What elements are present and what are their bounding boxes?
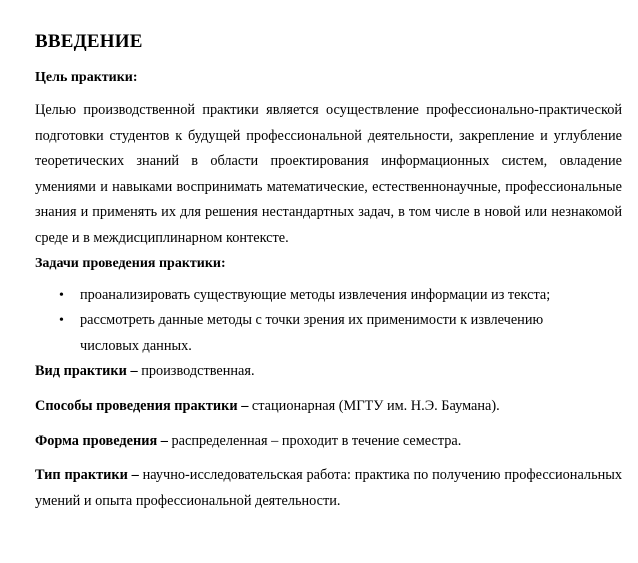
bullet-icon: •: [59, 287, 64, 303]
task-text: рассмотреть данные методы с точки зрения их применимости к извлечению числовых данных.: [80, 312, 544, 354]
goal-heading: Цель практики:: [35, 70, 138, 85]
practice-methods-value: стационарная (МГТУ им. Н.Э. Баумана).: [248, 398, 500, 415]
practice-form-label: Форма проведения –: [35, 433, 168, 450]
task-text: проанализировать существующие методы извлечения информации из текста;: [80, 286, 551, 303]
list-item: [35, 308, 622, 359]
document-page: [35, 30, 622, 515]
goal-paragraph: Целью производственной практики является осуществление профессионально-практической подготовки студентов к будущей профессиональной деятельности, закрепление и углубление теоретических знаний в области проектирования информационных систем, овладение умениями и навыками воспринимать математические, естественнонаучные, профессиональные знания и применять их для решения нестандартных задач, в том числе в новой или незнакомой среде и в междисциплинарном контексте.: [35, 102, 622, 246]
practice-kind-value: научно-исследовательская работа: практика по получению профессиональных умений и опыта профессиональной деятельности.: [35, 467, 622, 509]
bullet-icon: •: [59, 313, 64, 329]
page-title: ВВЕДЕНИЕ: [35, 31, 143, 52]
practice-form-line: [35, 431, 622, 451]
practice-methods-label: Способы проведения практики –: [35, 398, 249, 415]
practice-type-value: производственная.: [137, 363, 255, 380]
list-item: [35, 283, 622, 309]
practice-form-value: распределенная – проходит в течение семестра.: [167, 433, 462, 450]
practice-type-line: [35, 361, 622, 381]
tasks-list: [35, 283, 622, 360]
tasks-heading: Задачи проведения практики:: [35, 255, 226, 271]
practice-kind-paragraph: [35, 463, 622, 514]
practice-methods-line: [35, 396, 622, 416]
practice-type-label: Вид практики –: [35, 363, 138, 380]
practice-kind-label: Тип практики –: [35, 467, 139, 484]
